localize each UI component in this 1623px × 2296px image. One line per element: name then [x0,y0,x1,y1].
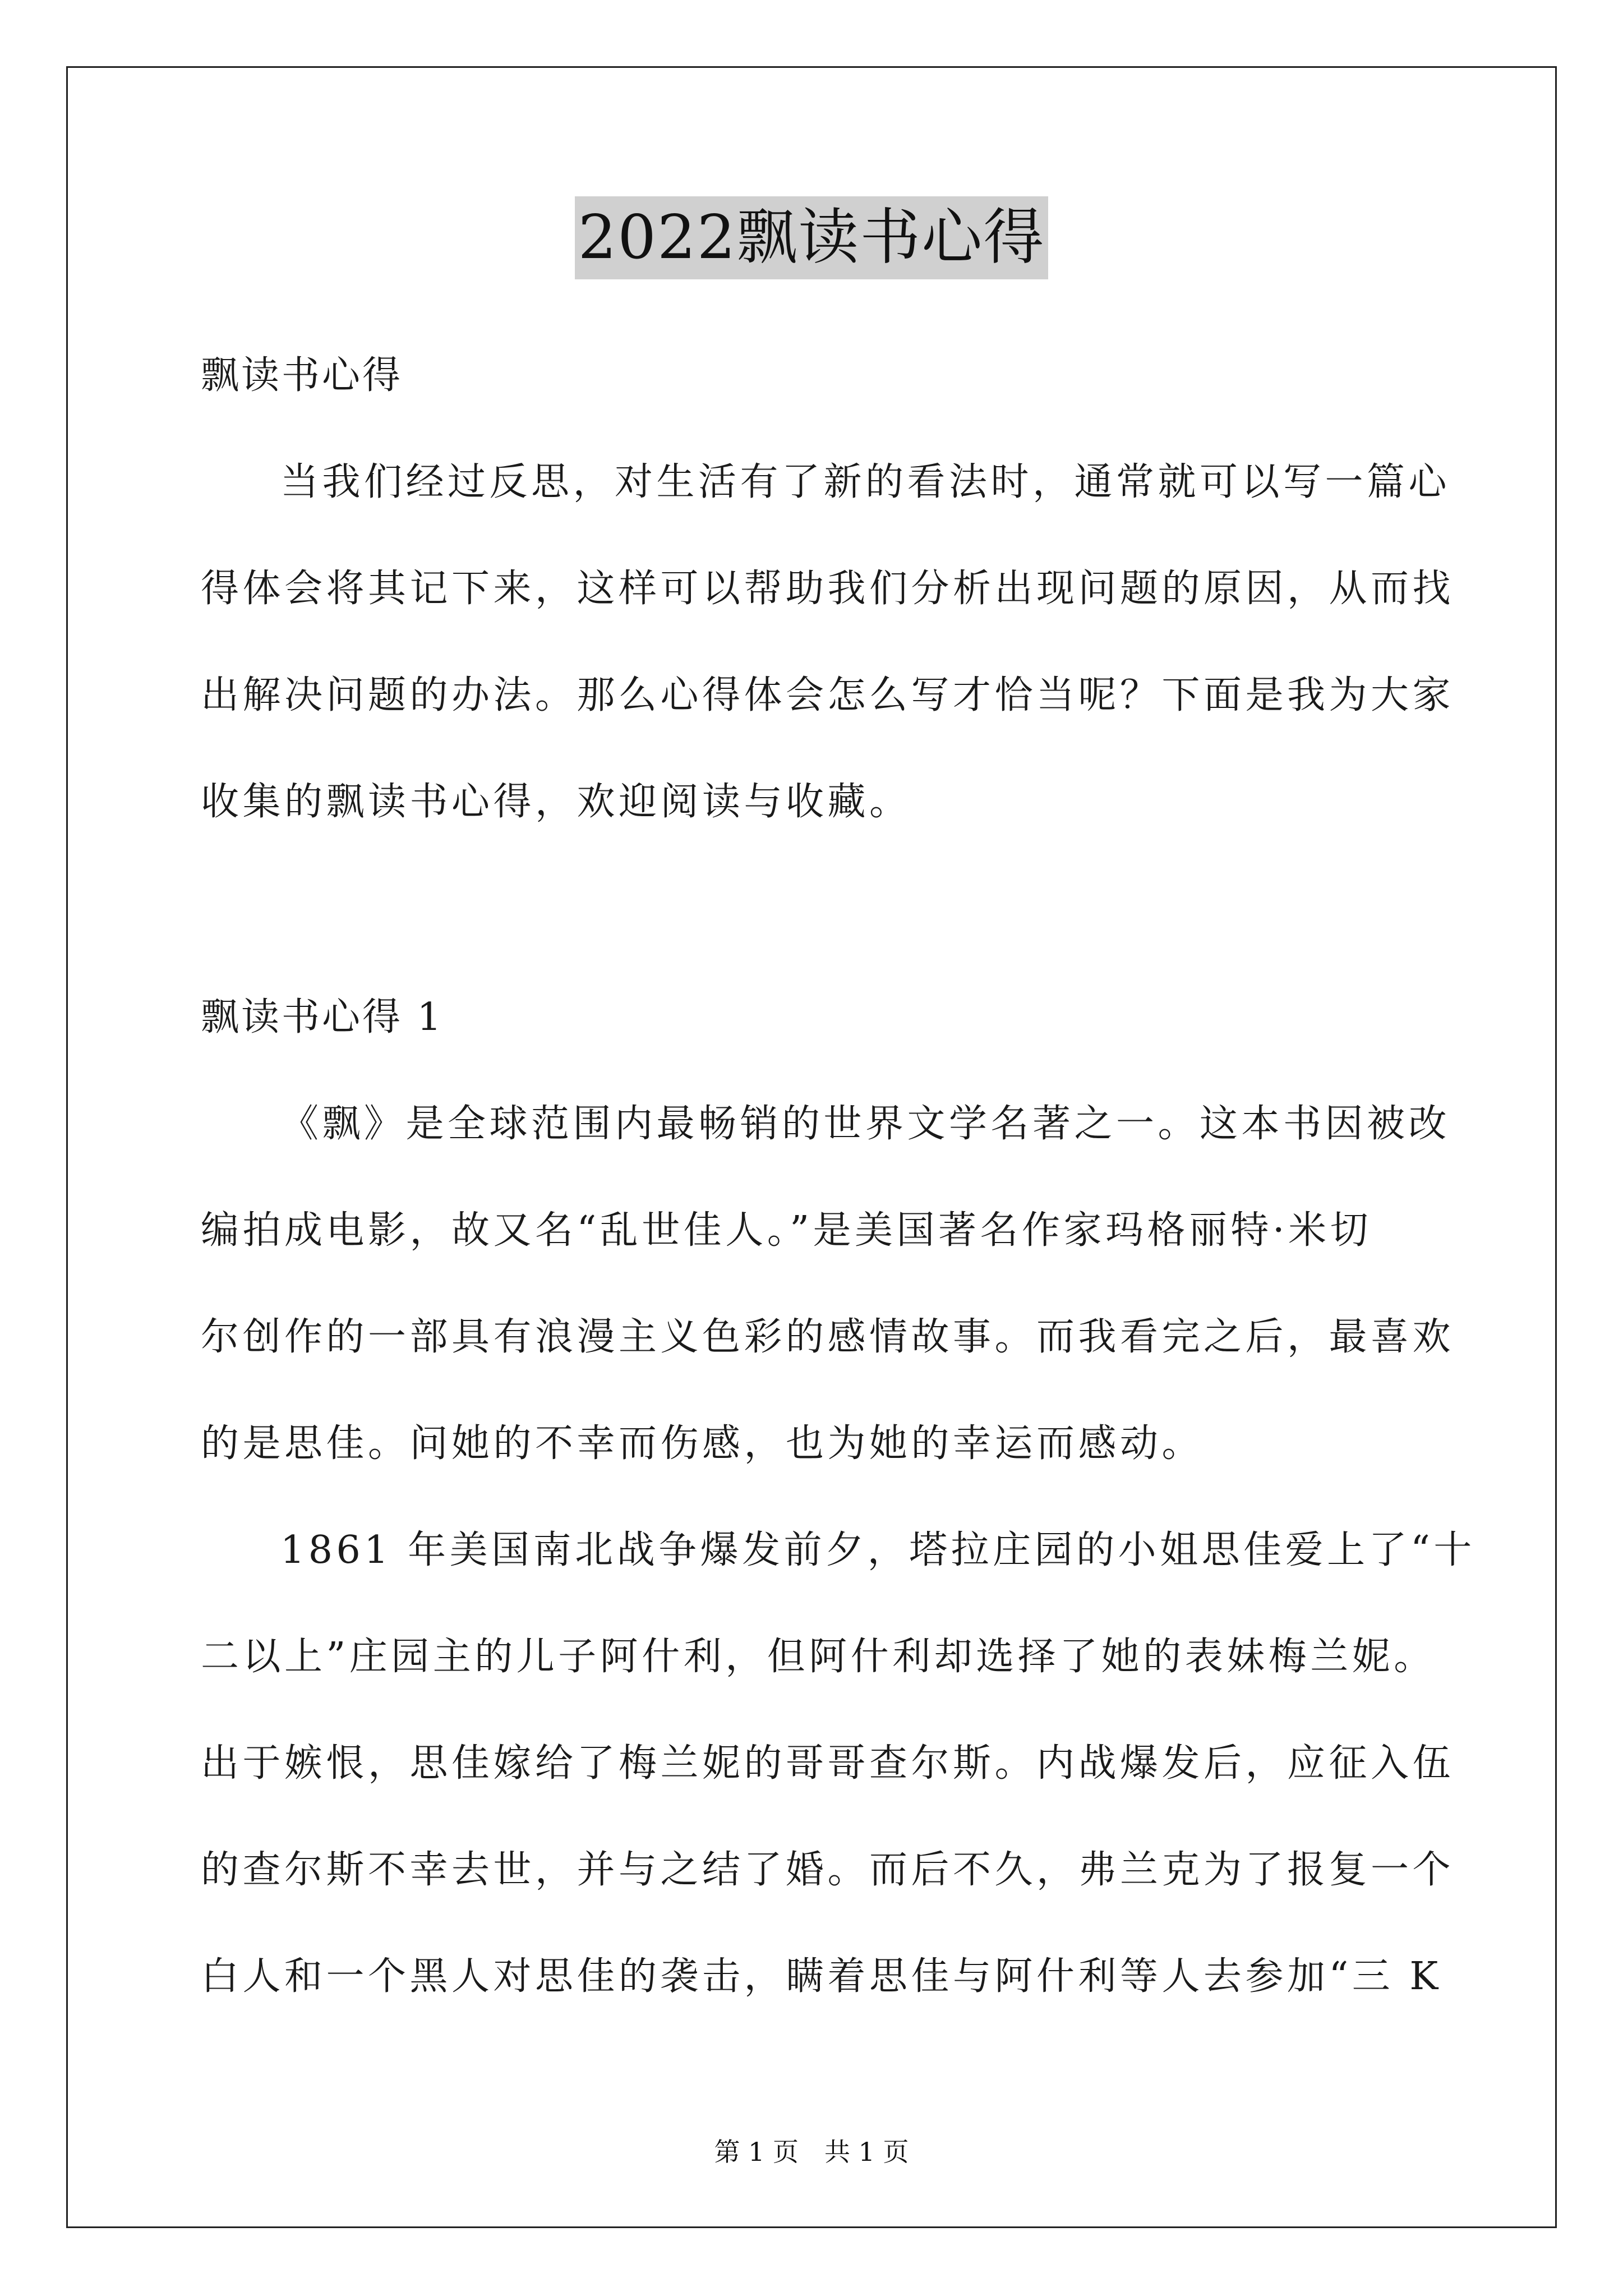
paragraph-line: 的查尔斯不幸去世，并与之结了婚。而后不久，弗兰克为了报复一个 [201,1848,1455,1892]
paragraph-line: 出于嫉恨，思佳嫁给了梅兰妮的哥哥查尔斯。内战爆发后，应征入伍 [201,1741,1455,1786]
intro-line: 出解决问题的办法。那么心得体会怎么写才恰当呢？下面是我为大家 [201,673,1455,717]
intro-line: 当我们经过反思，对生活有了新的看法时，通常就可以写一篇心 [280,460,1451,504]
page-number: 第 1 页 [714,2137,799,2167]
intro-line: 得体会将其记下来，这样可以帮助我们分析出现问题的原因，从而找 [201,567,1455,611]
paragraph-line: 1861 年美国南北战争爆发前夕，塔拉庄园的小姐思佳爱上了“十 [280,1528,1476,1572]
page-footer [0,2135,1623,2169]
paragraph-line: 二以上”庄园主的儿子阿什利，但阿什利却选择了她的表妹梅兰妮。 [201,1635,1436,1679]
paragraph-line: 的是思佳。问她的不幸而伤感，也为她的幸运而感动。 [201,1421,1204,1466]
paragraph-line: 尔创作的一部具有浪漫主义色彩的感情故事。而我看完之后，最喜欢 [201,1315,1455,1359]
document-title: 2022飘读书心得 [575,196,1049,279]
paragraph-line: 编拍成电影，故又名“乱世佳人。”是美国著名作家玛格丽特·米切 [201,1208,1372,1253]
section-heading: 飘读书心得 1 [201,995,444,1039]
intro-line: 收集的飘读书心得，欢迎阅读与收藏。 [201,780,911,824]
title-container [0,196,1623,279]
paragraph-line: 白人和一个黑人对思佳的袭击，瞒着思佳与阿什利等人去参加“三 K [201,1954,1442,1999]
document-subtitle: 飘读书心得 [201,353,403,398]
paragraph-line: 《飘》是全球范围内最畅销的世界文学名著之一。这本书因被改 [280,1102,1451,1146]
page-total: 共 1 页 [824,2137,909,2167]
